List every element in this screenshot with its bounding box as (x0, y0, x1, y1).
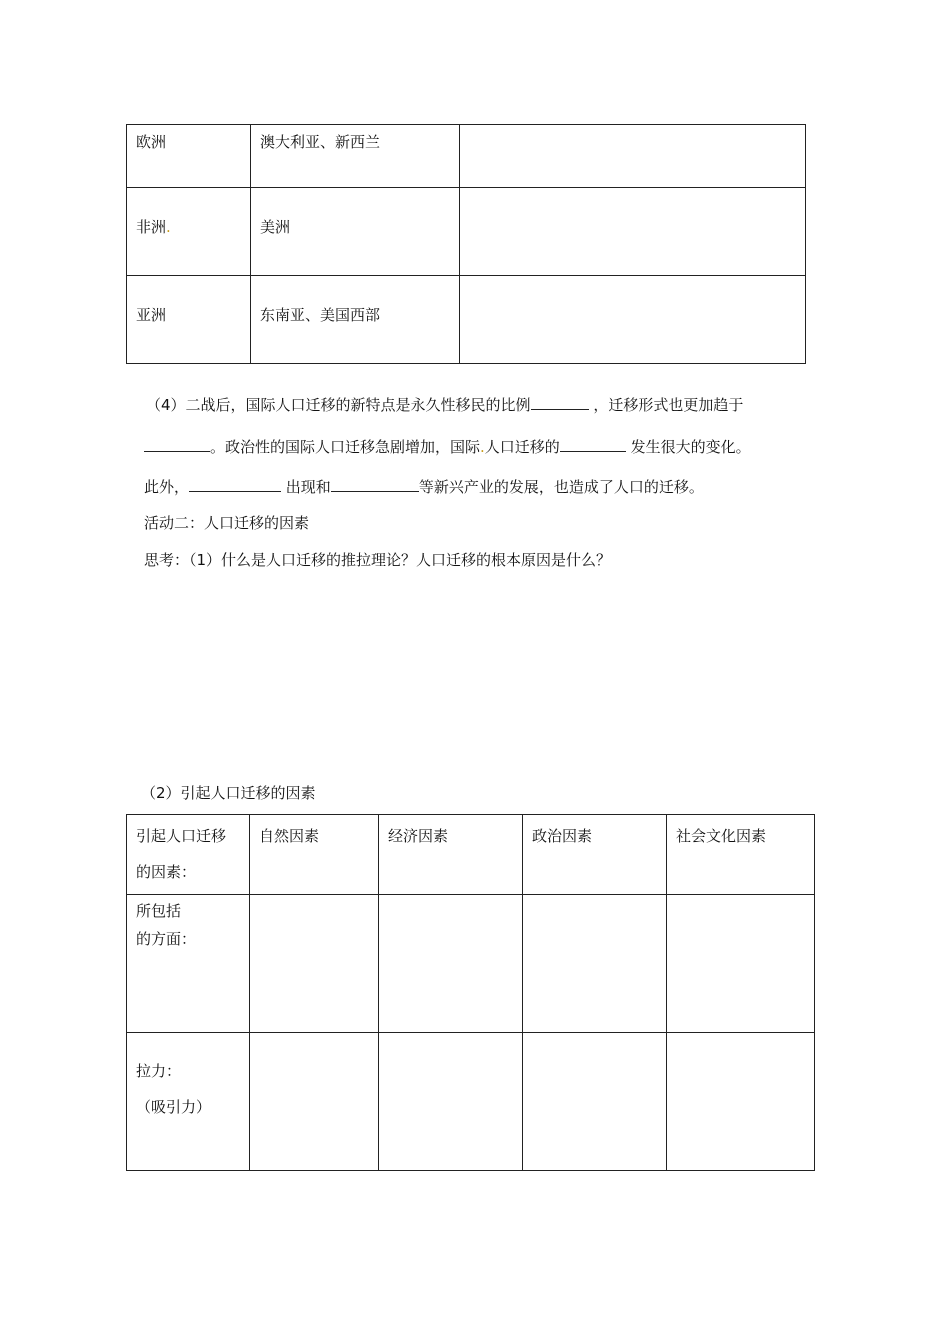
blank-cell[interactable] (667, 895, 815, 1033)
factors-table (126, 814, 815, 1171)
table-row (127, 895, 815, 1033)
fill-blank[interactable] (560, 437, 626, 452)
fill-blank[interactable] (189, 477, 281, 492)
table-row (127, 125, 806, 188)
activity2-title: 活动二：人口迁移的因素 (144, 514, 310, 532)
para4-line2 (144, 436, 751, 457)
marker-dot: . (166, 218, 171, 236)
para4-line3 (144, 476, 704, 497)
migration-table (126, 124, 806, 364)
table-row (127, 188, 806, 276)
row-label-line: 所包括 (136, 902, 182, 920)
table-row (127, 815, 815, 895)
origin-cell: 非洲. (127, 188, 251, 276)
text: 出现和 (285, 478, 331, 496)
origin-cell: 欧洲 (127, 125, 251, 188)
row-label-line: 拉力： (136, 1062, 182, 1080)
fill-blank[interactable] (331, 477, 419, 492)
blank-cell[interactable] (379, 1033, 523, 1171)
blank-cell[interactable] (523, 895, 667, 1033)
text: 发生很大的变化。 (630, 438, 751, 456)
question-2-title: （2）引起人口迁移的因素 (141, 784, 316, 802)
destination-cell: 澳大利亚、新西兰 (251, 125, 460, 188)
text: 人口迁移的 (484, 438, 560, 456)
table-row (127, 1033, 815, 1171)
row-label-line: （吸引力） (136, 1098, 212, 1116)
marker-dot: . (480, 438, 485, 456)
text: （4）二战后，国际人口迁移的新特点是永久性移民的比例 (146, 396, 531, 414)
fill-blank[interactable] (144, 437, 210, 452)
blank-cell[interactable] (667, 1033, 815, 1171)
text: 等新兴产业的发展，也造成了人口的迁移。 (418, 478, 704, 496)
destination-cell: 东南亚、美国西部 (251, 276, 460, 364)
blank-cell[interactable] (460, 276, 806, 364)
text: 此外， (144, 478, 190, 496)
header-label-cell (127, 815, 250, 895)
text: ，迁移形式也更加趋于 (593, 396, 744, 414)
text: 。政治性的国际人口迁移急剧增加，国际 (210, 438, 481, 456)
blank-cell[interactable] (250, 895, 379, 1033)
column-header: 政治因素 (523, 815, 667, 895)
column-header: 社会文化因素 (667, 815, 815, 895)
think-question-1: 思考：（1）什么是人口迁移的推拉理论？人口迁移的根本原因是什么？ (144, 551, 612, 569)
fill-blank[interactable] (531, 395, 589, 410)
para4-line1 (146, 394, 743, 415)
blank-cell[interactable] (379, 895, 523, 1033)
header-label-line: 的因素： (136, 863, 197, 881)
column-header: 经济因素 (379, 815, 523, 895)
row-label-cell (127, 895, 250, 1033)
blank-cell[interactable] (523, 1033, 667, 1171)
column-header: 自然因素 (250, 815, 379, 895)
origin-cell: 亚洲 (127, 276, 251, 364)
blank-cell[interactable] (250, 1033, 379, 1171)
blank-cell[interactable] (460, 188, 806, 276)
blank-cell[interactable] (460, 125, 806, 188)
table-row (127, 276, 806, 364)
row-label-cell (127, 1033, 250, 1171)
header-label-line: 引起人口迁移 (136, 827, 227, 845)
destination-cell: 美洲 (251, 188, 460, 276)
row-label-line: 的方面： (136, 930, 197, 948)
